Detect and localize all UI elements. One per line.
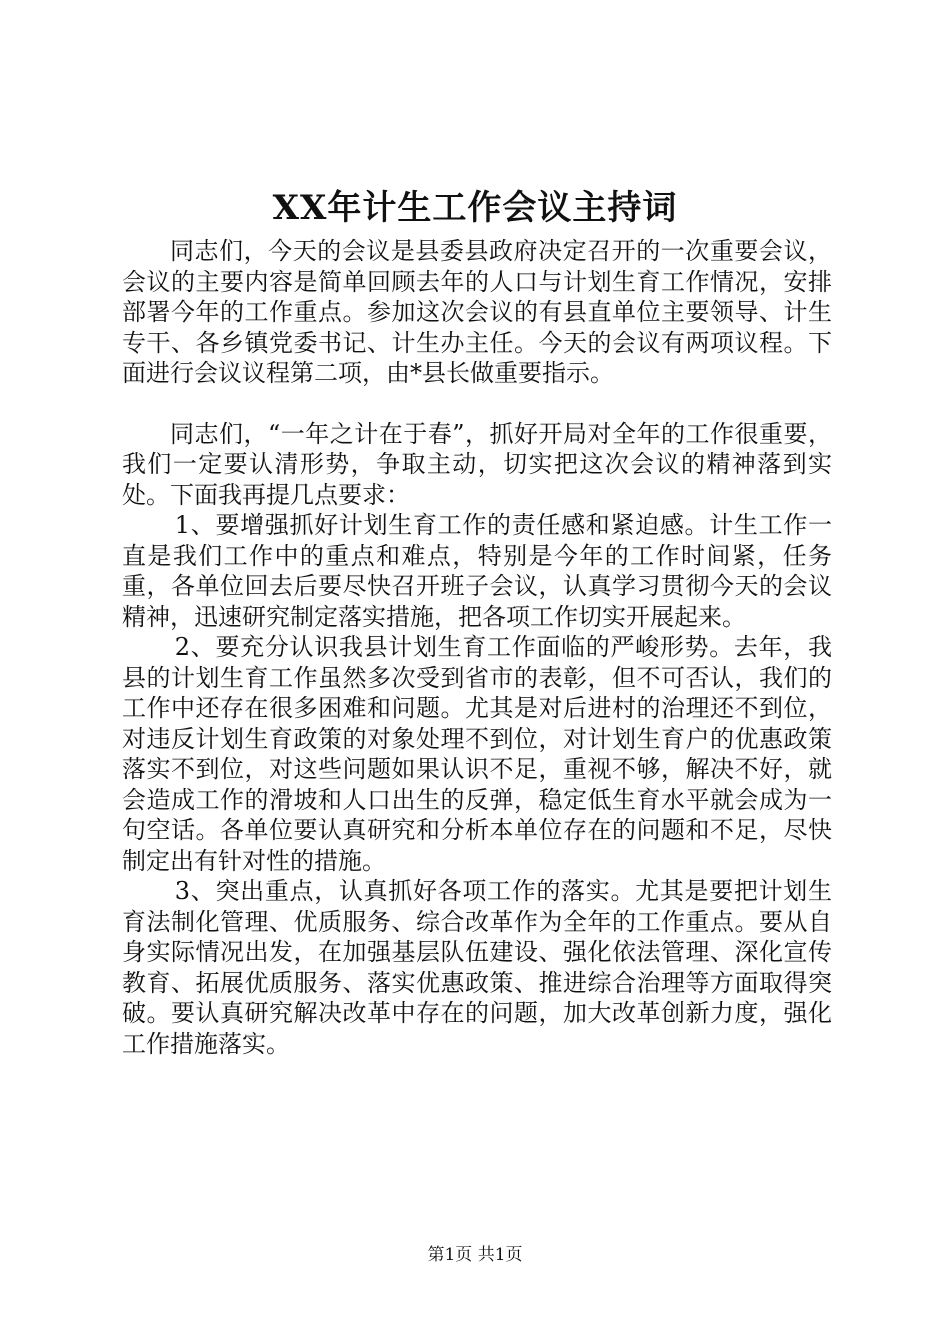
- paragraph-opening: 同志们，今天的会议是县委县政府决定召开的一次重要会议，会议的主要内容是简单回顾去年的人口与计划生育工作情况，安排部署今年的工作重点。参加这次会议的有县直单位主要领导、计生专干、各乡镇党委书记、计生办主任。今天的会议有两项议程。下面进行会议议程第二项，由*县长做重要指示。: [122, 237, 832, 387]
- paragraph-requirements-intro: 同志们，“一年之计在于春”，抓好开局对全年的工作很重要，我们一定要认清形势，争取主动，切实把这次会议的精神落到实处。下面我再提几点要求：: [122, 419, 832, 509]
- page-footer: 第1页 共1页: [427, 1245, 523, 1265]
- paragraph-spacer: [122, 389, 832, 419]
- document-title: XX年计生工作会议主持词: [272, 188, 678, 228]
- paragraph-point-1: 1、要增强抓好计划生育工作的责任感和紧迫感。计生工作一直是我们工作中的重点和难点，特别是今年的工作时间紧，任务重，各单位回去后要尽快召开班子会议，认真学习贯彻今天的会议精神，迅速研究制定落实措施，把各项工作切实开展起来。: [122, 511, 832, 631]
- paragraph-point-3: 3、突出重点，认真抓好各项工作的落实。尤其是要把计划生育法制化管理、优质服务、综合改革作为全年的工作重点。要从自身实际情况出发，在加强基层队伍建设、强化依法管理、深化宣传教育、拓展优质服务、落实优惠政策、推进综合治理等方面取得突破。要认真研究解决改革中存在的问题，加大改革创新力度，强化工作措施落实。: [122, 877, 832, 1058]
- paragraph-point-2: 2、要充分认识我县计划生育工作面临的严峻形势。去年，我县的计划生育工作虽然多次受到省市的表彰，但不可否认，我们的工作中还存在很多困难和问题。尤其是对后进村的治理还不到位，对违反计划生育政策的对象处理不到位，对计划生育户的优惠政策落实不到位，对这些问题如果认识不足，重视不够，解决不好，就会造成工作的滑坡和人口出生的反弹，稳定低生育水平就会成为一句空话。各单位要认真研究和分析本单位存在的问题和不足，尽快制定出有针对性的措施。: [122, 633, 832, 875]
- document-body: [122, 236, 832, 1059]
